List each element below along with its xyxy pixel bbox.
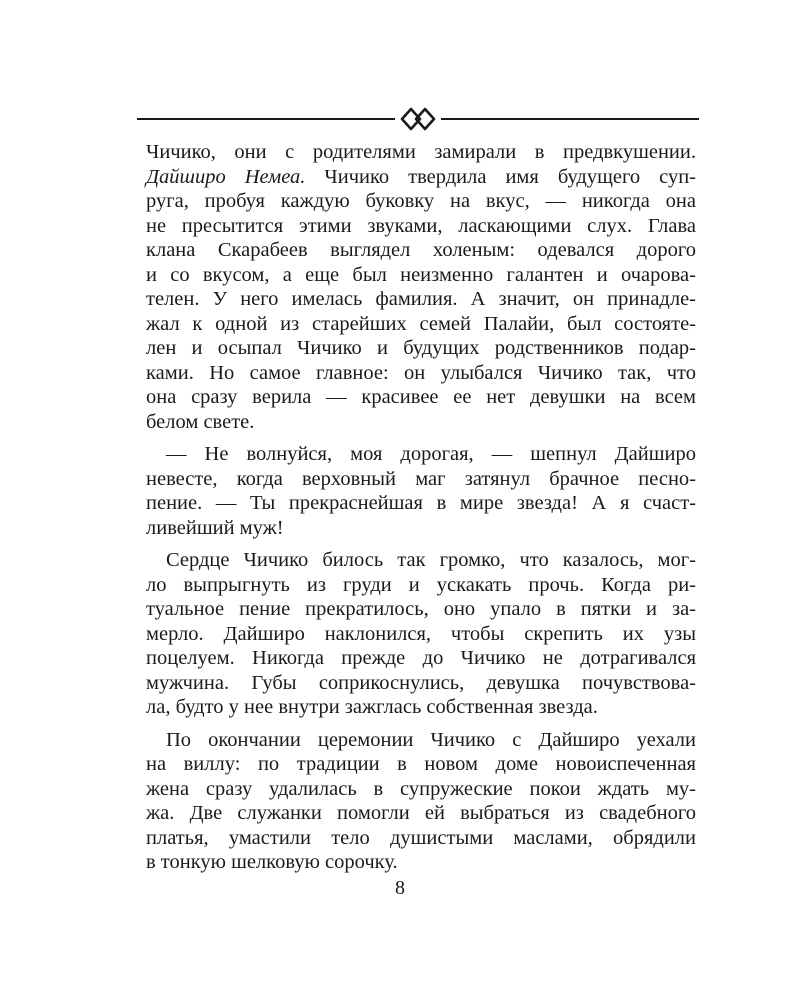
text-line: пение. — Ты прекраснейшая в мире звезда! А я счаст-	[146, 492, 696, 514]
text-line: мужчина. Губы соприкоснулись, девушка почувствова-	[146, 671, 696, 694]
text-line: не пресытится этими звуками, ласкающими слух. Глава	[146, 214, 696, 237]
text-line: ла, будто у нее внутри зажглась собственная звезда.	[146, 696, 598, 718]
diamond-knot-icon	[400, 106, 436, 132]
text-line: руга, пробуя каждую буковку на вкус, — никогда она	[146, 190, 696, 212]
text-line: поцелуем. Никогда прежде до Чичико не дотрагивался	[146, 647, 696, 669]
text-line	[146, 165, 696, 190]
text-line: на виллу: по традиции в новом доме новоиспеченная	[146, 753, 696, 775]
header-ornament-rule	[137, 106, 699, 132]
header-rule-left	[137, 118, 395, 120]
page-number: 8	[395, 877, 405, 899]
header-rule-right	[441, 118, 699, 120]
text-line: Чичико, они с родителями замирали в предвкушении.	[146, 141, 696, 163]
text-line: мерло. Дайширо наклонился, чтобы скрепить их узы	[146, 622, 696, 645]
text-line: лен и осыпал Чичико и будущих родственников подар-	[146, 337, 696, 359]
italic-name: Дайширо Немеа.	[146, 165, 306, 188]
text-line: телен. У него имелась фамилия. А значит, он принадле-	[146, 288, 696, 310]
paragraph-2	[146, 442, 696, 540]
text-line: жена сразу удалилась в супружеские покои ждать му-	[146, 777, 696, 800]
text-line: и со вкусом, а еще был неизменно галантен и очарова-	[146, 263, 696, 286]
text-line: ло выпрыгнуть из груди и ускакать прочь. Когда ри-	[146, 573, 696, 596]
text-line: клана Скарабеев выглядел холеным: одевался дорого	[146, 239, 696, 261]
text-line: жа. Две служанки помогли ей выбраться из свадебного	[146, 802, 696, 824]
text-line: ками. Но самое главное: он улыбался Чичико так, что	[146, 361, 696, 384]
text-line-rest: Чичико твердила имя будущего суп-	[305, 165, 696, 188]
text-line: невесте, когда верховный маг затянул брачное песно-	[146, 467, 696, 490]
text-line: она сразу верила — красивее ее нет девушки на всем	[146, 386, 696, 408]
text-line: жал к одной из старейших семей Палайи, был состояте-	[146, 312, 696, 335]
text-line: — Не волнуйся, моя дорогая, — шепнул Дайширо	[166, 443, 696, 465]
text-line: платья, умастили тело душистыми маслами, обрядили	[146, 826, 696, 849]
body-text	[146, 140, 696, 875]
text-line: в тонкую шелковую сорочку.	[146, 851, 398, 873]
paragraph-3	[146, 548, 696, 720]
text-line: туальное пение прекратилось, оно упало в пятки и за-	[146, 598, 696, 620]
paragraph-4	[146, 728, 696, 875]
paragraph-1	[146, 140, 696, 434]
text-line: Сердце Чичико билось так громко, что казалось, мог-	[166, 549, 696, 571]
text-line: ливейший муж!	[146, 516, 284, 539]
text-line: По окончании церемонии Чичико с Дайширо уехали	[166, 728, 696, 751]
text-line: белом свете.	[146, 410, 255, 433]
